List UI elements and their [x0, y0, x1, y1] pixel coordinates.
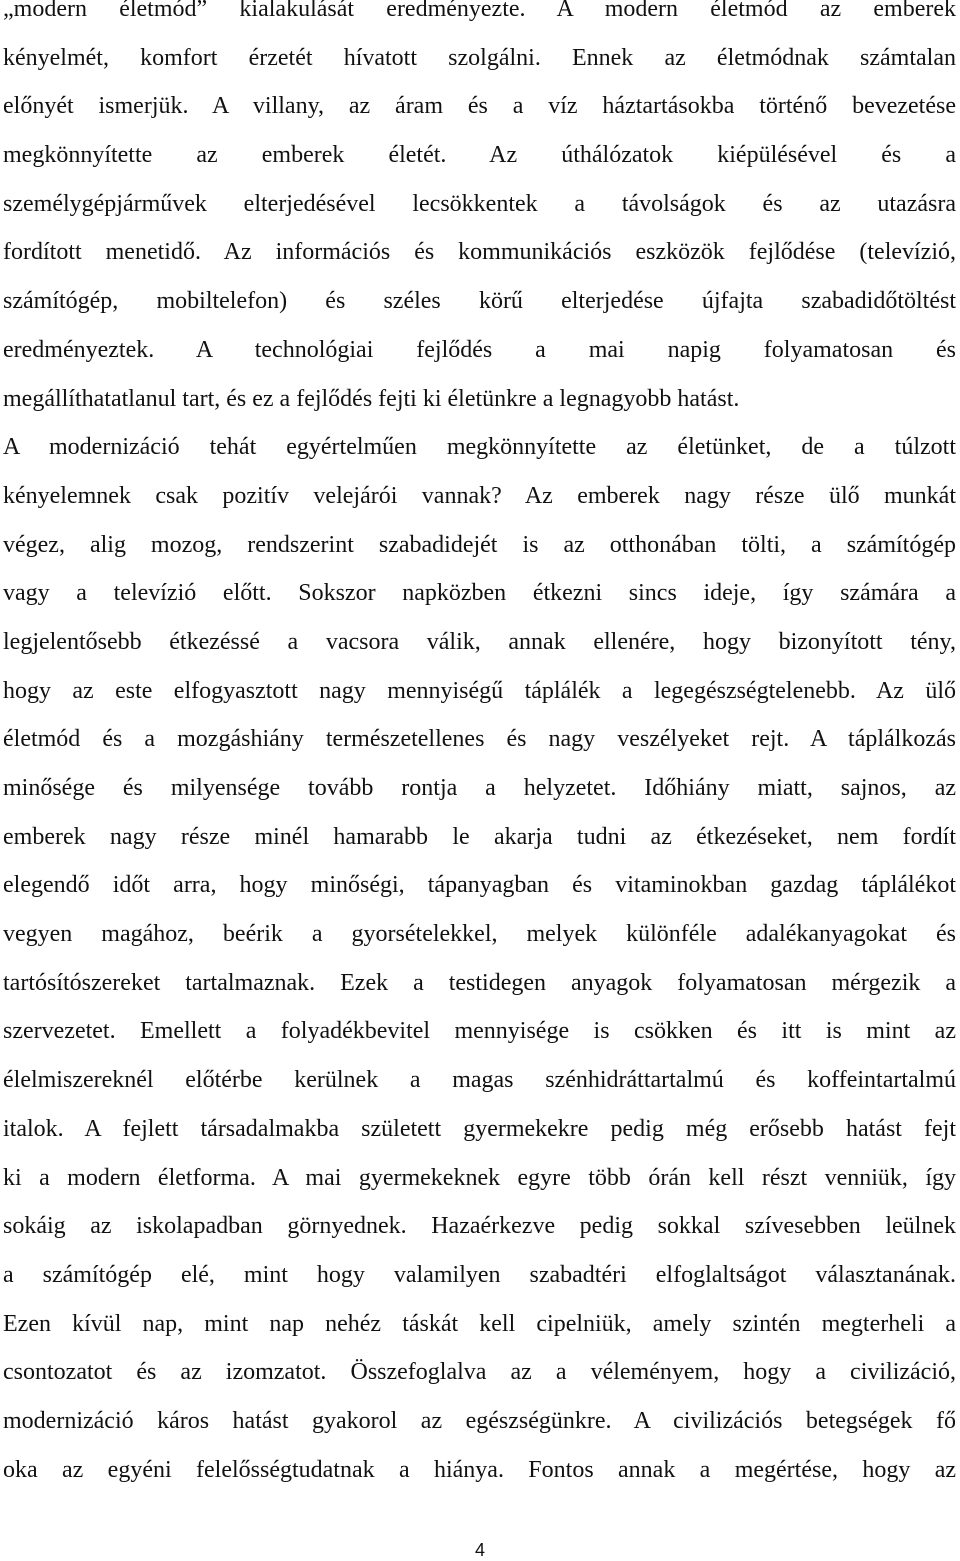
text-line: ki a modern életforma. A mai gyermekeknek egyre több órán kell részt venniük, így: [3, 1164, 956, 1191]
text-line: legjelentősebb étkezéssé a vacsora válik, annak ellenére, hogy bizonyított tény,: [3, 628, 956, 655]
text-line: előnyét ismerjük. A villany, az áram és a víz háztartásokba történő bevezetése: [3, 93, 956, 120]
text-line: megállíthatatlanul tart, és ez a fejlődés fejti ki életünkre a legnagyobb hatást.: [3, 385, 740, 412]
text-line: vagy a televízió előtt. Sokszor napközben étkezni sincs ideje, így számára a: [3, 580, 956, 607]
text-line: kényelmét, komfort érzetét hívatott szolgálni. Ennek az életmódnak számtalan: [3, 44, 956, 71]
text-line: kényelemnek csak pozitív velejárói vannak? Az emberek nagy része ülő munkát: [3, 482, 956, 509]
text-line: életmód és a mozgáshiány természetellenes és nagy veszélyeket rejt. A táplálkozás: [3, 726, 956, 753]
text-line: emberek nagy része minél hamarabb le akarja tudni az étkezéseket, nem fordít: [3, 823, 956, 850]
text-line: sokáig az iskolapadban görnyednek. Hazaérkezve pedig sokkal szívesebben leülnek: [3, 1213, 956, 1240]
text-line: italok. A fejlett társadalmakba született gyermekekre pedig még erősebb hatást fejt: [3, 1115, 956, 1142]
text-line: hogy az este elfogyasztott nagy mennyiségű táplálék a legegészségtelenebb. Az ülő: [3, 677, 956, 704]
text-line: Ezen kívül nap, mint nap nehéz táskát kell cipelniük, amely szintén megterheli a: [3, 1310, 956, 1337]
text-line: végez, alig mozog, rendszerint szabadidejét is az otthonában tölti, a számítógép: [3, 531, 956, 558]
text-line: élelmiszereknél előtérbe kerülnek a magas szénhidráttartalmú és koffeintartalmú: [3, 1067, 956, 1094]
text-line: vegyen magához, beérik a gyorsételekkel, melyek különféle adalékanyagokat és: [3, 921, 956, 948]
text-line: számítógép, mobiltelefon) és széles körű elterjedése újfajta szabadidőtöltést: [3, 288, 956, 315]
text-line: eredményeztek. A technológiai fejlődés a mai napig folyamatosan és: [3, 336, 956, 363]
text-line: a számítógép elé, mint hogy valamilyen szabadtéri elfoglaltságot választanának.: [3, 1261, 956, 1288]
text-line: csontozatot és az izomzatot. Összefoglalva az a véleményem, hogy a civilizáció,: [3, 1359, 956, 1386]
text-line: személygépjárművek elterjedésével lecsökkentek a távolságok és az utazásra: [3, 190, 956, 217]
text-line: fordított menetidő. Az információs és kommunikációs eszközök fejlődése (televízió,: [3, 239, 956, 266]
text-line: A modernizáció tehát egyértelműen megkönnyítette az életünket, de a túlzott: [3, 434, 956, 461]
page-number: 4: [474, 1540, 485, 1560]
text-line: elegendő időt arra, hogy minőségi, tápanyagban és vitaminokban gazdag táplálékot: [3, 872, 956, 899]
text-line: megkönnyítette az emberek életét. Az úthálózatok kiépülésével és a: [3, 142, 956, 169]
text-line: „modern életmód” kialakulását eredményezte. A modern életmód az emberek: [3, 0, 956, 22]
text-line: minősége és milyensége tovább rontja a helyzetet. Időhiány miatt, sajnos, az: [3, 775, 956, 801]
text-line: modernizáció káros hatást gyakorol az egészségünkre. A civilizációs betegségek fő: [3, 1407, 956, 1434]
body-text: [3, 0, 956, 1503]
text-line: oka az egyéni felelősségtudatnak a hiánya. Fontos annak a megértése, hogy az: [3, 1456, 956, 1483]
text-line: tartósítószereket tartalmaznak. Ezek a testidegen anyagok folyamatosan mérgezik a: [3, 969, 956, 996]
text-line: szervezetet. Emellett a folyadékbevitel mennyisége is csökken és itt is mint az: [3, 1018, 956, 1045]
